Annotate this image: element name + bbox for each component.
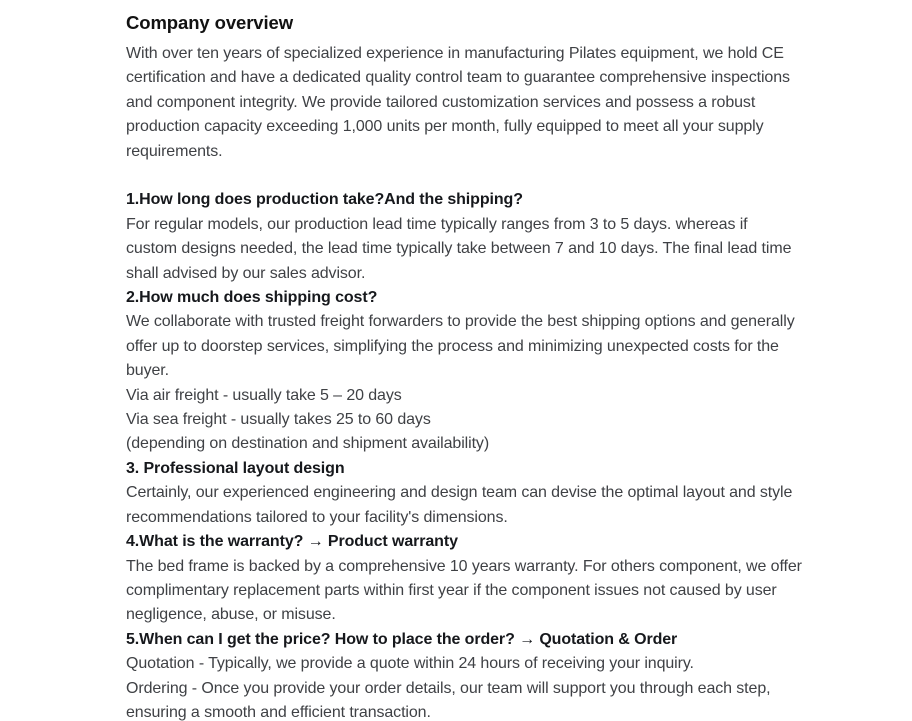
faq-answer-4: The bed frame is backed by a comprehensive 10 years warranty. For others component, we offer complimentary replacement parts within first year if the component issues not caused by user negligence, abuse, or misuse. [126, 557, 802, 624]
faq-answer-5-ordering: Ordering - Once you provide your order details, our team will support you through each step, ensuring a smooth and efficient transaction. [126, 679, 771, 721]
faq-question-1: 1.How long does production take?And the shipping? [126, 191, 523, 209]
faq-question-2: 2.How much does shipping cost? [126, 289, 378, 307]
faq-answer-2-note: (depending on destination and shipment availability) [126, 435, 490, 453]
faq-answer-2-sea-freight: Via sea freight - usually takes 25 to 60 days [126, 411, 431, 429]
faq-answer-2-air-freight: Via air freight - usually take 5 – 20 days [126, 386, 402, 404]
faq-question-4: 4.What is the warranty? → Product warranty [126, 533, 458, 551]
section-title: Company overview [126, 12, 294, 33]
faq-answer-5-quotation: Quotation - Typically, we provide a quote within 24 hours of receiving your inquiry. [126, 655, 694, 673]
intro-paragraph: With over ten years of specialized experience in manufacturing Pilates equipment, we hold CE certification and have a dedicated quality control team to guarantee comprehensive inspections and component integrity. We provide tailored customization services and possess a robust production capacity exceeding 1,000 units per month, fully equipped to meet all your supply requirements. [126, 45, 790, 160]
company-overview-section [126, 11, 802, 721]
paragraph-spacer [126, 164, 802, 188]
faq-question-5: 5.When can I get the price? How to place the order? → Quotation & Order [126, 630, 678, 648]
faq-answer-3: Certainly, our experienced engineering and design team can devise the optimal layout and style recommendations tailored to your facility's dimensions. [126, 484, 793, 526]
faq-answer-2-main: We collaborate with trusted freight forwarders to provide the best shipping options and generally offer up to doorstep services, simplifying the process and minimizing unexpected costs for the buyer. [126, 313, 795, 380]
faq-answer-1: For regular models, our production lead time typically ranges from 3 to 5 days. whereas if custom designs needed, the lead time typically take between 7 and 10 days. The final lead time shall advised by our sales advisor. [126, 215, 792, 282]
faq-question-3: 3. Professional layout design [126, 459, 345, 477]
